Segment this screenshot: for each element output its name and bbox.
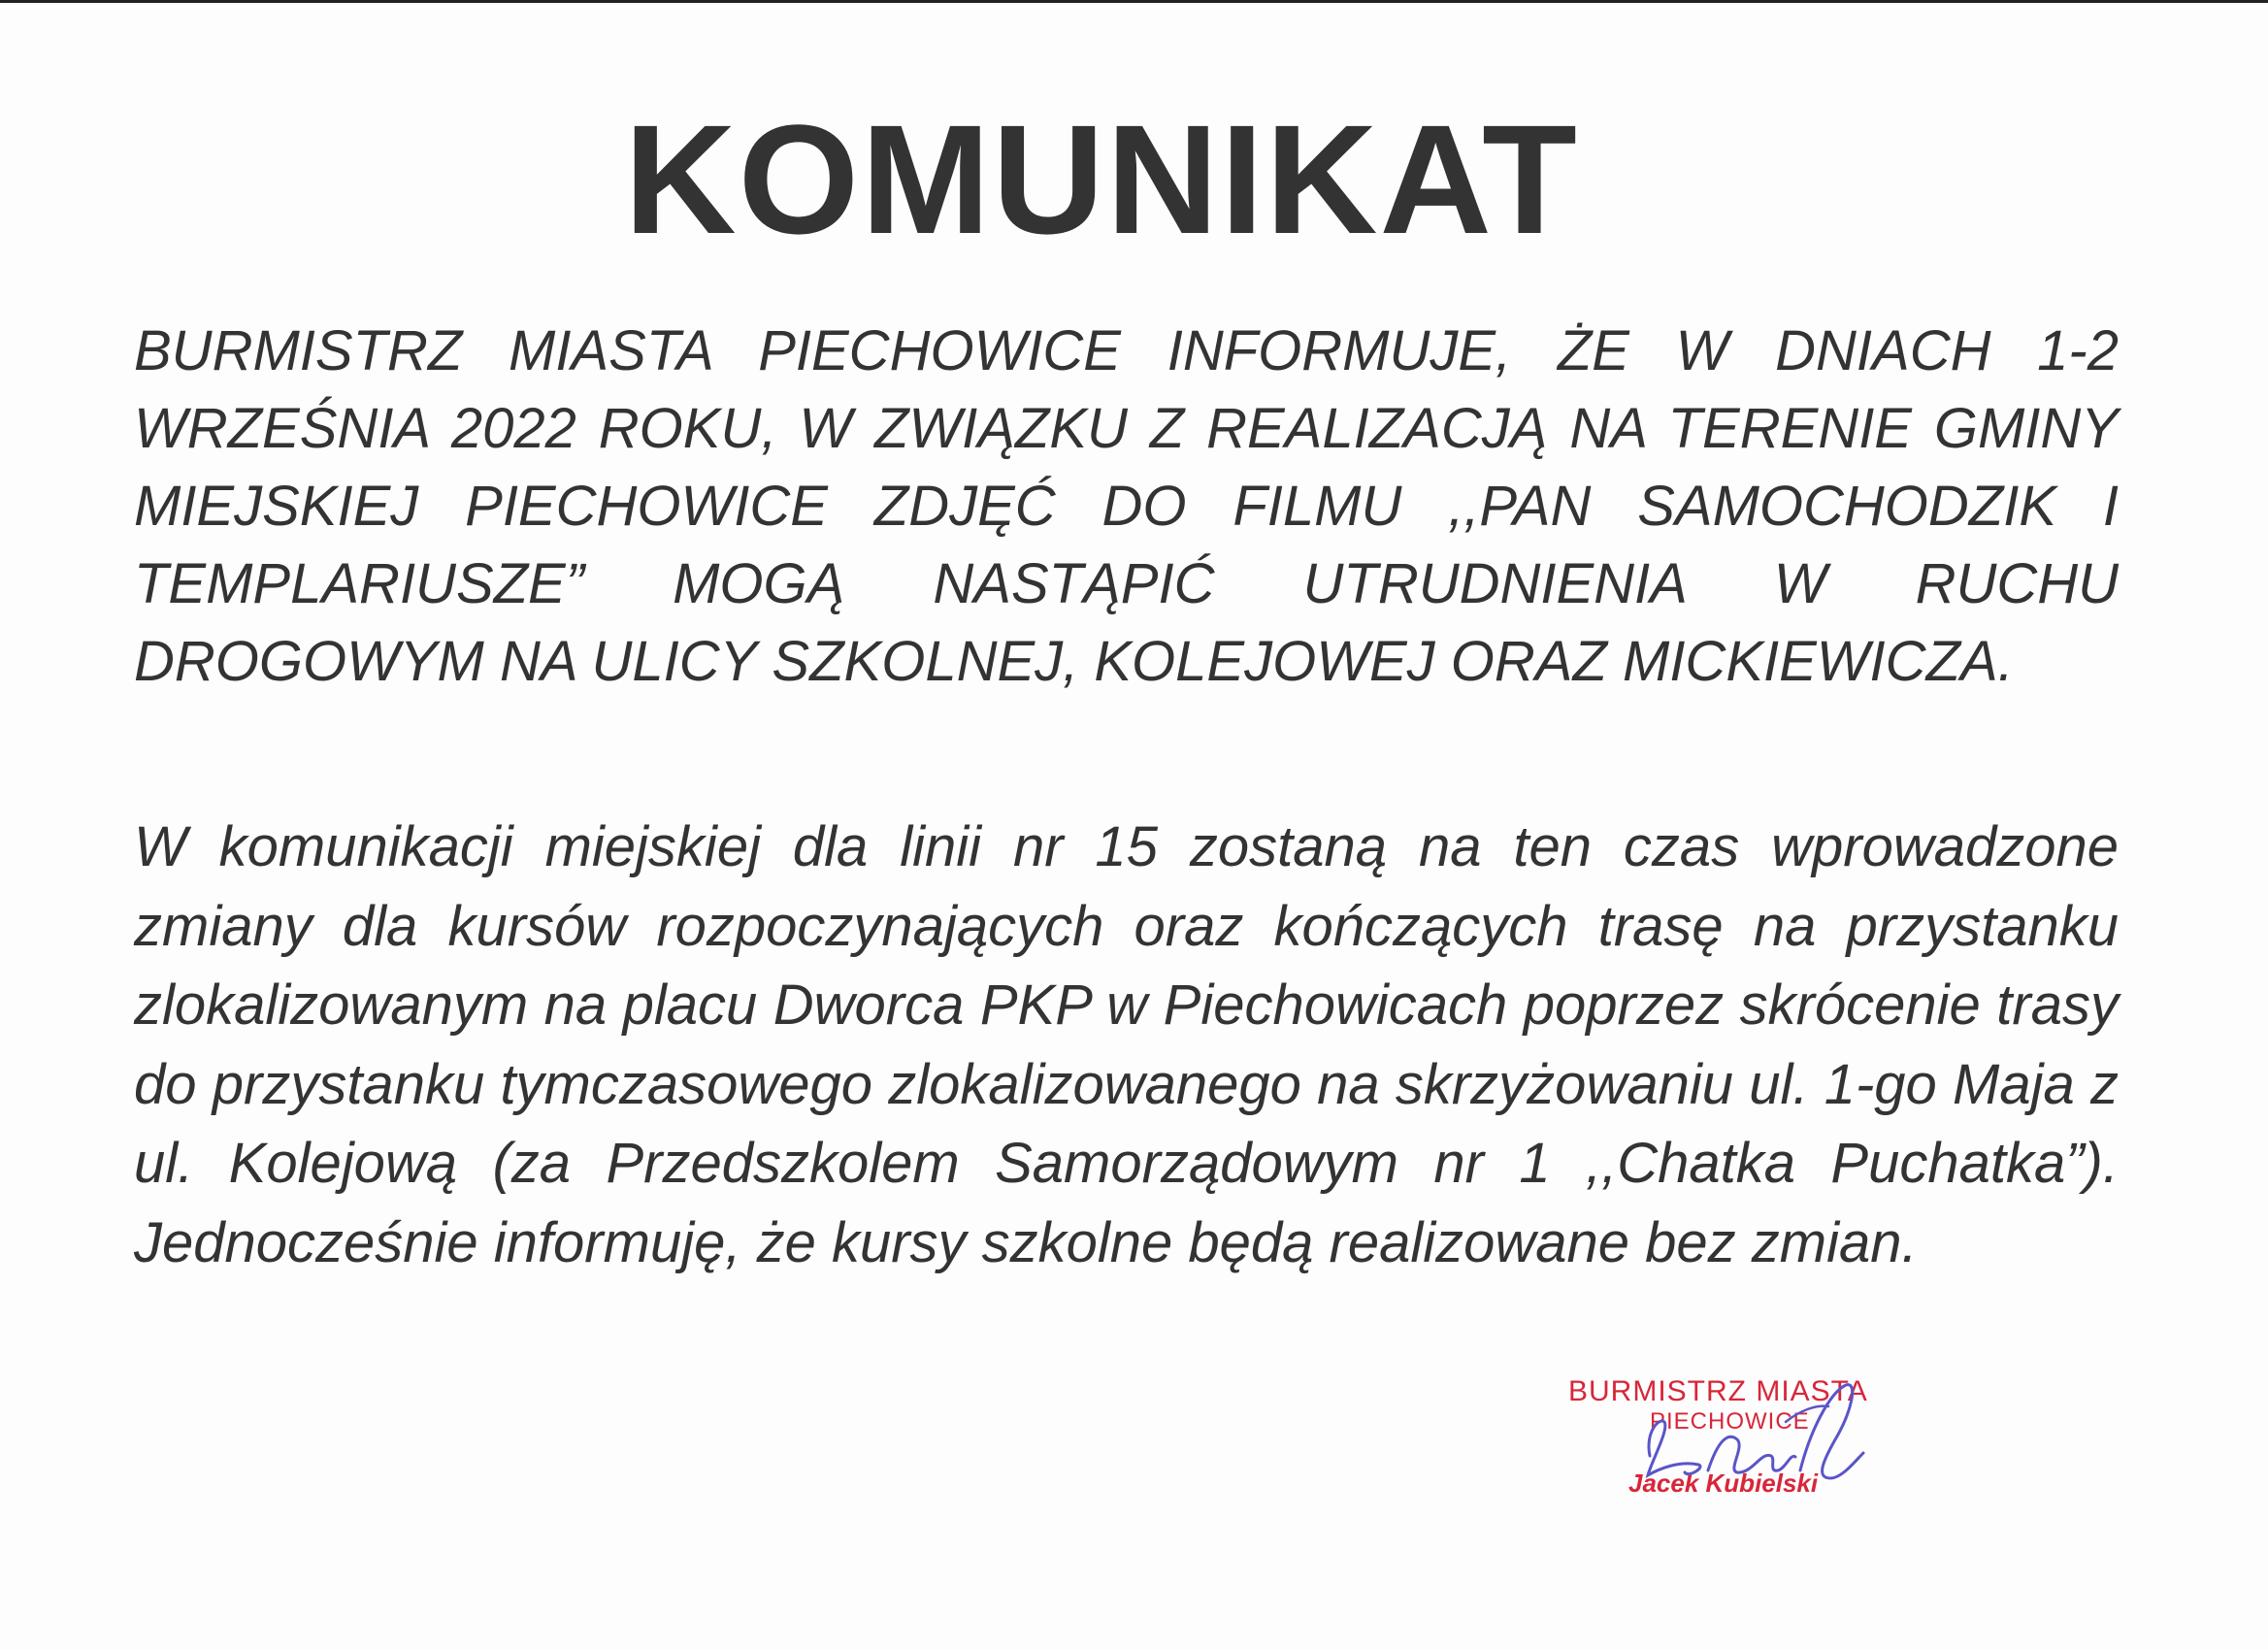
handwritten-signature — [1592, 1364, 1883, 1509]
announcement-paragraph-transport: W komunikacji miejskiej dla linii nr 15 zostaną na ten czas wprowadzone zmiany dla kursów rozpoczynających oraz kończących trasę na przystanku zlokalizowanym na placu Dworca PKP w Piechowicach poprzez skrócenie trasy do przystanku tymczasowego zlokalizowanego na skrzyżowaniu ul. 1-go Maja z ul. Kolejową (za Przedszkolem Samorządowym nr 1 ,,Chatka Puchatka”). Jednocześnie informuję, że kursy szkolne będą realizowane bez zmian. — [134, 815, 2119, 1274]
stamp-office: BURMISTRZ MIASTA — [1568, 1375, 1868, 1407]
signature-stroke-1 — [1648, 1421, 1700, 1475]
scan-edge-line — [0, 0, 2268, 3]
signature-stroke-3 — [1800, 1385, 1863, 1478]
page-title: KOMUNIKAT — [624, 92, 1579, 266]
stamp-town: PIECHOWICE — [1650, 1408, 1810, 1435]
signature-stroke-2 — [1708, 1436, 1795, 1472]
announcement-paragraph-uppercase: BURMISTRZ MIASTA PIECHOWICE INFORMUJE, ŻE W DNIACH 1-2 WRZEŚNIA 2022 ROKU, W ZWIĄZKU Z REALIZACJĄ NA TERENIE GMINY MIEJSKIEJ PIECHOWICE ZDJĘĆ DO FILMU ,,PAN SAMOCHODZIK I TEMPLARIUSZE” MOGĄ NASTĄPIĆ UTRUDNIENIA W RUCHU DROGOWYM NA ULICY SZKOLNEJ, KOLEJOWEJ ORAZ MICKIEWICZA. — [134, 319, 2119, 693]
stamp-name: Jacek Kubielski — [1628, 1468, 1819, 1498]
